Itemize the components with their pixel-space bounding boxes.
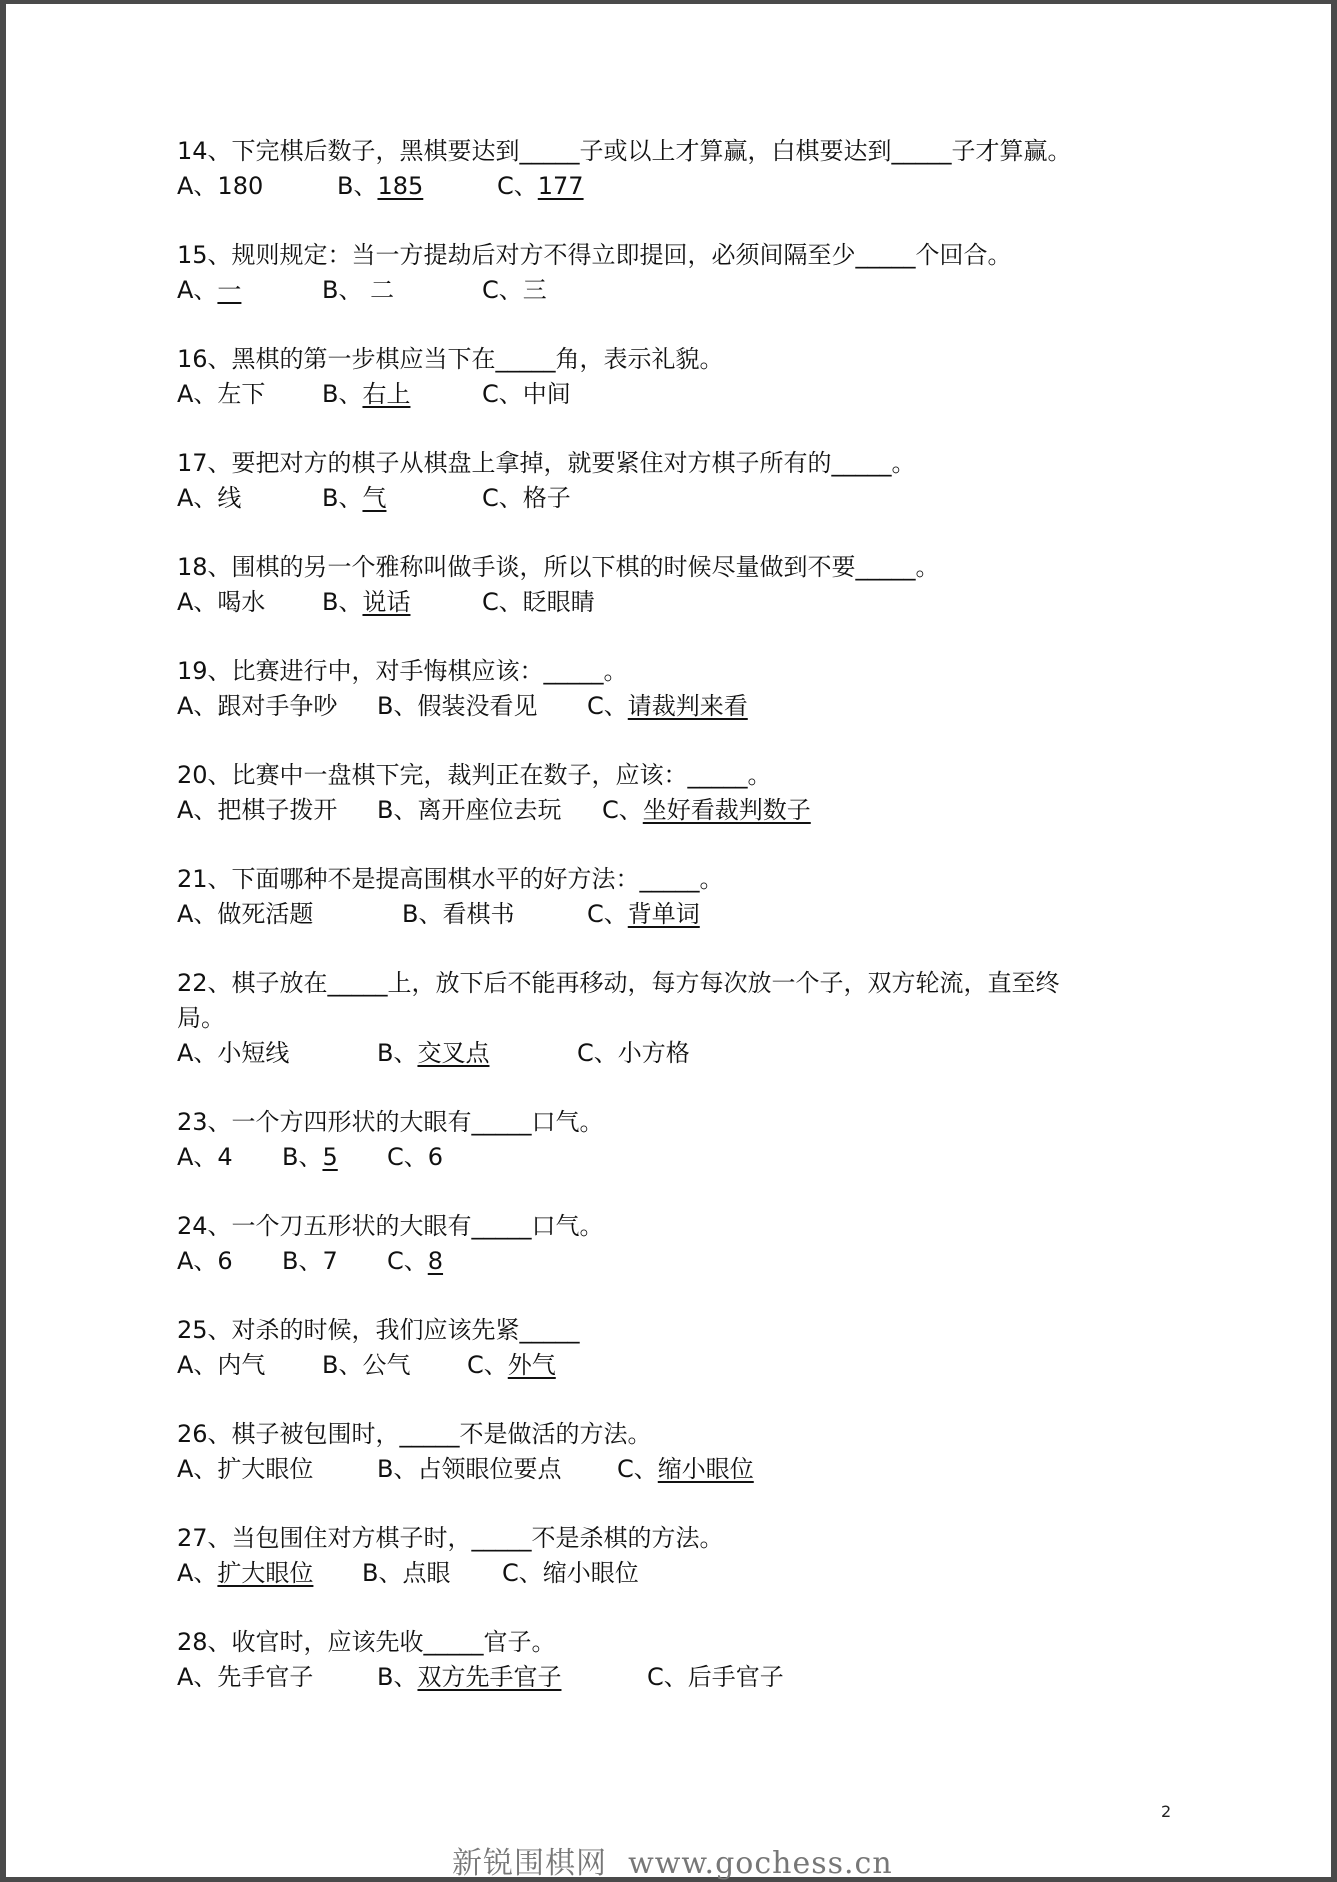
option-text: 内气 xyxy=(217,1351,266,1379)
option-key: A、 xyxy=(177,484,218,512)
option-key: A、 xyxy=(177,172,218,200)
option-key: B、 xyxy=(377,1039,418,1067)
option-key: B、 xyxy=(282,1247,323,1275)
question-item xyxy=(177,1313,1177,1417)
question-stem: 18、围棋的另一个雅称叫做手谈，所以下棋的时候尽量做到不要_____。 xyxy=(177,553,940,581)
option-text-answer: 8 xyxy=(427,1247,444,1275)
answer-options xyxy=(177,273,1177,308)
answer-options xyxy=(177,481,1177,516)
option-c xyxy=(502,1556,639,1591)
question-item xyxy=(177,1417,1177,1521)
answer-options xyxy=(177,897,1177,932)
option-b xyxy=(322,481,386,516)
answer-options xyxy=(177,1660,1177,1695)
option-key: A、 xyxy=(177,380,218,408)
option-text: 后手官子 xyxy=(687,1663,784,1691)
option-c xyxy=(617,1452,754,1487)
option-text: 中间 xyxy=(522,380,571,408)
question-stem: 14、下完棋后数子，黑棋要达到_____子或以上才算赢，白棋要达到_____子才算赢。 xyxy=(177,137,1072,165)
question-stem: 28、收官时，应该先收_____官子。 xyxy=(177,1628,556,1656)
option-key: A、 xyxy=(177,1143,218,1171)
answer-options xyxy=(177,1348,1177,1383)
option-text: 7 xyxy=(322,1247,338,1275)
option-text: 缩小眼位 xyxy=(542,1559,639,1587)
option-key: C、 xyxy=(647,1663,688,1691)
option-key: B、 xyxy=(402,900,443,928)
question-stem: 17、要把对方的棋子从棋盘上拿掉，就要紧住对方棋子所有的_____。 xyxy=(177,449,916,477)
answer-options xyxy=(177,1452,1177,1487)
option-key: B、 xyxy=(377,1663,418,1691)
question-item xyxy=(177,758,1177,862)
question-item xyxy=(177,1105,1177,1209)
option-key: B、 xyxy=(377,692,418,720)
option-key: B、 xyxy=(322,588,363,616)
question-item xyxy=(177,966,1177,1105)
option-b xyxy=(402,897,514,932)
option-a xyxy=(177,1660,313,1695)
question-stem: 26、棋子被包围时，_____不是做活的方法。 xyxy=(177,1420,652,1448)
option-c xyxy=(387,1140,443,1175)
option-b xyxy=(337,169,423,204)
option-a xyxy=(177,1244,233,1279)
option-key: B、 xyxy=(322,276,363,304)
option-text-answer: 5 xyxy=(322,1143,338,1171)
option-key: A、 xyxy=(177,1039,218,1067)
answer-options xyxy=(177,1244,1177,1279)
answer-options xyxy=(177,1140,1177,1175)
question-item xyxy=(177,1209,1177,1313)
page-number: 2 xyxy=(1161,1802,1172,1821)
option-text: 喝水 xyxy=(217,588,266,616)
option-text-answer: 背单词 xyxy=(627,900,700,928)
option-text: 占领眼位要点 xyxy=(417,1455,562,1483)
option-key: C、 xyxy=(482,276,523,304)
question-item xyxy=(177,238,1177,342)
option-text: 格子 xyxy=(522,484,571,512)
question-item xyxy=(177,446,1177,550)
option-key: C、 xyxy=(387,1143,428,1171)
option-c xyxy=(482,481,571,516)
option-c xyxy=(482,585,595,620)
question-stem: 19、比赛进行中，对手悔棋应该：_____。 xyxy=(177,657,628,685)
option-text: 先手官子 xyxy=(217,1663,314,1691)
option-c xyxy=(587,689,748,724)
option-text-answer: 说话 xyxy=(362,588,411,616)
option-key: C、 xyxy=(502,1559,543,1587)
option-key: A、 xyxy=(177,692,218,720)
option-key: B、 xyxy=(322,380,363,408)
option-text-answer: 177 xyxy=(537,172,584,200)
option-b xyxy=(322,585,410,620)
answer-options xyxy=(177,377,1177,412)
question-item xyxy=(177,862,1177,966)
option-text-answer: 气 xyxy=(362,484,387,512)
option-text: 离开座位去玩 xyxy=(417,796,562,824)
option-c xyxy=(387,1244,443,1279)
option-b xyxy=(377,1452,561,1487)
question-list xyxy=(177,134,1177,1729)
option-key: B、 xyxy=(362,1559,403,1587)
option-text-answer: 185 xyxy=(377,172,424,200)
document-page xyxy=(6,4,1331,1881)
option-key: A、 xyxy=(177,588,218,616)
option-c xyxy=(497,169,584,204)
option-key: C、 xyxy=(587,900,628,928)
option-key: C、 xyxy=(577,1039,618,1067)
answer-options xyxy=(177,689,1177,724)
option-b xyxy=(282,1140,338,1175)
question-stem: 20、比赛中一盘棋下完，裁判正在数子，应该：_____。 xyxy=(177,761,772,789)
option-b xyxy=(322,377,410,412)
option-a xyxy=(177,1348,265,1383)
footer-watermark: 新锐围棋网 www.gochess.cn xyxy=(452,1846,893,1881)
option-a xyxy=(177,585,265,620)
option-text-answer: 请裁判来看 xyxy=(627,692,748,720)
option-c xyxy=(577,1036,690,1071)
option-key: C、 xyxy=(482,484,523,512)
question-stem: 27、当包围住对方棋子时，_____不是杀棋的方法。 xyxy=(177,1524,724,1552)
option-b xyxy=(362,1556,450,1591)
option-a xyxy=(177,1556,313,1591)
question-stem: 25、对杀的时候，我们应该先紧_____ xyxy=(177,1316,580,1344)
question-stem: 24、一个刀五形状的大眼有_____口气。 xyxy=(177,1212,604,1240)
option-text: 6 xyxy=(427,1143,444,1171)
option-key: A、 xyxy=(177,900,218,928)
option-text: 线 xyxy=(217,484,242,512)
option-text: 做死活题 xyxy=(217,900,314,928)
option-b xyxy=(377,1036,489,1071)
option-a xyxy=(177,377,265,412)
question-item xyxy=(177,134,1177,238)
option-text-answer: 双方先手官子 xyxy=(417,1663,562,1691)
option-a xyxy=(177,897,313,932)
option-key: B、 xyxy=(377,796,418,824)
option-key: C、 xyxy=(617,1455,658,1483)
option-text-answer: 坐好看裁判数子 xyxy=(642,796,811,824)
option-key: A、 xyxy=(177,1247,218,1275)
option-b xyxy=(322,1348,410,1383)
question-stem: 15、规则规定：当一方提劫后对方不得立即提回，必须间隔至少_____个回合。 xyxy=(177,241,1012,269)
option-key: C、 xyxy=(482,380,523,408)
option-key: C、 xyxy=(387,1247,428,1275)
option-c xyxy=(467,1348,556,1383)
option-text-answer: 外气 xyxy=(507,1351,556,1379)
option-text: 6 xyxy=(217,1247,233,1275)
question-item xyxy=(177,550,1177,654)
option-b xyxy=(377,793,561,828)
option-key: B、 xyxy=(322,1351,363,1379)
option-text: 小短线 xyxy=(217,1039,290,1067)
question-stem: 21、下面哪种不是提高围棋水平的好方法：_____。 xyxy=(177,865,724,893)
answer-options xyxy=(177,169,1177,204)
answer-options xyxy=(177,585,1177,620)
option-text: 眨眼睛 xyxy=(522,588,595,616)
question-stem: 23、一个方四形状的大眼有_____口气。 xyxy=(177,1108,604,1136)
option-c xyxy=(482,273,547,308)
question-item xyxy=(177,1625,1177,1729)
option-key: C、 xyxy=(467,1351,508,1379)
option-b xyxy=(377,1660,561,1695)
option-text: 点眼 xyxy=(402,1559,451,1587)
option-text: 二 xyxy=(362,276,395,304)
option-b xyxy=(322,273,394,308)
option-text: 小方格 xyxy=(617,1039,690,1067)
option-key: B、 xyxy=(322,484,363,512)
question-item xyxy=(177,342,1177,446)
option-key: C、 xyxy=(497,172,538,200)
option-key: A、 xyxy=(177,1663,218,1691)
option-text-answer: 右上 xyxy=(362,380,411,408)
option-b xyxy=(377,689,537,724)
option-c xyxy=(482,377,571,412)
option-text-answer: 交叉点 xyxy=(417,1039,490,1067)
option-key: C、 xyxy=(602,796,643,824)
option-key: B、 xyxy=(337,172,378,200)
option-c xyxy=(647,1660,784,1695)
option-text-answer: 缩小眼位 xyxy=(657,1455,754,1483)
option-text: 假装没看见 xyxy=(417,692,538,720)
option-key: C、 xyxy=(587,692,628,720)
option-a xyxy=(177,1036,289,1071)
option-key: B、 xyxy=(377,1455,418,1483)
option-text: 三 xyxy=(522,276,547,304)
question-item xyxy=(177,654,1177,758)
option-c xyxy=(587,897,700,932)
option-text: 看棋书 xyxy=(442,900,515,928)
option-a xyxy=(177,481,241,516)
option-key: A、 xyxy=(177,796,218,824)
answer-options xyxy=(177,793,1177,828)
question-stem: 22、棋子放在_____上，放下后不能再移动，每方每次放一个子，双方轮流，直至终 局。 xyxy=(177,969,1060,1032)
question-stem: 16、黑棋的第一步棋应当下在_____角，表示礼貌。 xyxy=(177,345,724,373)
option-key: C、 xyxy=(482,588,523,616)
option-a xyxy=(177,273,241,308)
option-key: A、 xyxy=(177,276,218,304)
option-text: 公气 xyxy=(362,1351,411,1379)
option-c xyxy=(602,793,811,828)
answer-options xyxy=(177,1556,1177,1591)
option-key: B、 xyxy=(282,1143,323,1171)
option-a xyxy=(177,793,337,828)
option-text: 180 xyxy=(217,172,264,200)
option-key: A、 xyxy=(177,1559,218,1587)
option-a xyxy=(177,1140,233,1175)
option-text: 4 xyxy=(217,1143,233,1171)
option-a xyxy=(177,1452,313,1487)
option-text: 左下 xyxy=(217,380,266,408)
answer-options xyxy=(177,1036,1177,1071)
option-text: 跟对手争吵 xyxy=(217,692,338,720)
option-text-answer: 一 xyxy=(217,276,242,304)
option-a xyxy=(177,689,337,724)
option-key: A、 xyxy=(177,1455,218,1483)
option-text: 把棋子拨开 xyxy=(217,796,338,824)
option-text-answer: 扩大眼位 xyxy=(217,1559,314,1587)
option-key: A、 xyxy=(177,1351,218,1379)
option-b xyxy=(282,1244,338,1279)
option-text: 扩大眼位 xyxy=(217,1455,314,1483)
question-item xyxy=(177,1521,1177,1625)
option-a xyxy=(177,169,263,204)
